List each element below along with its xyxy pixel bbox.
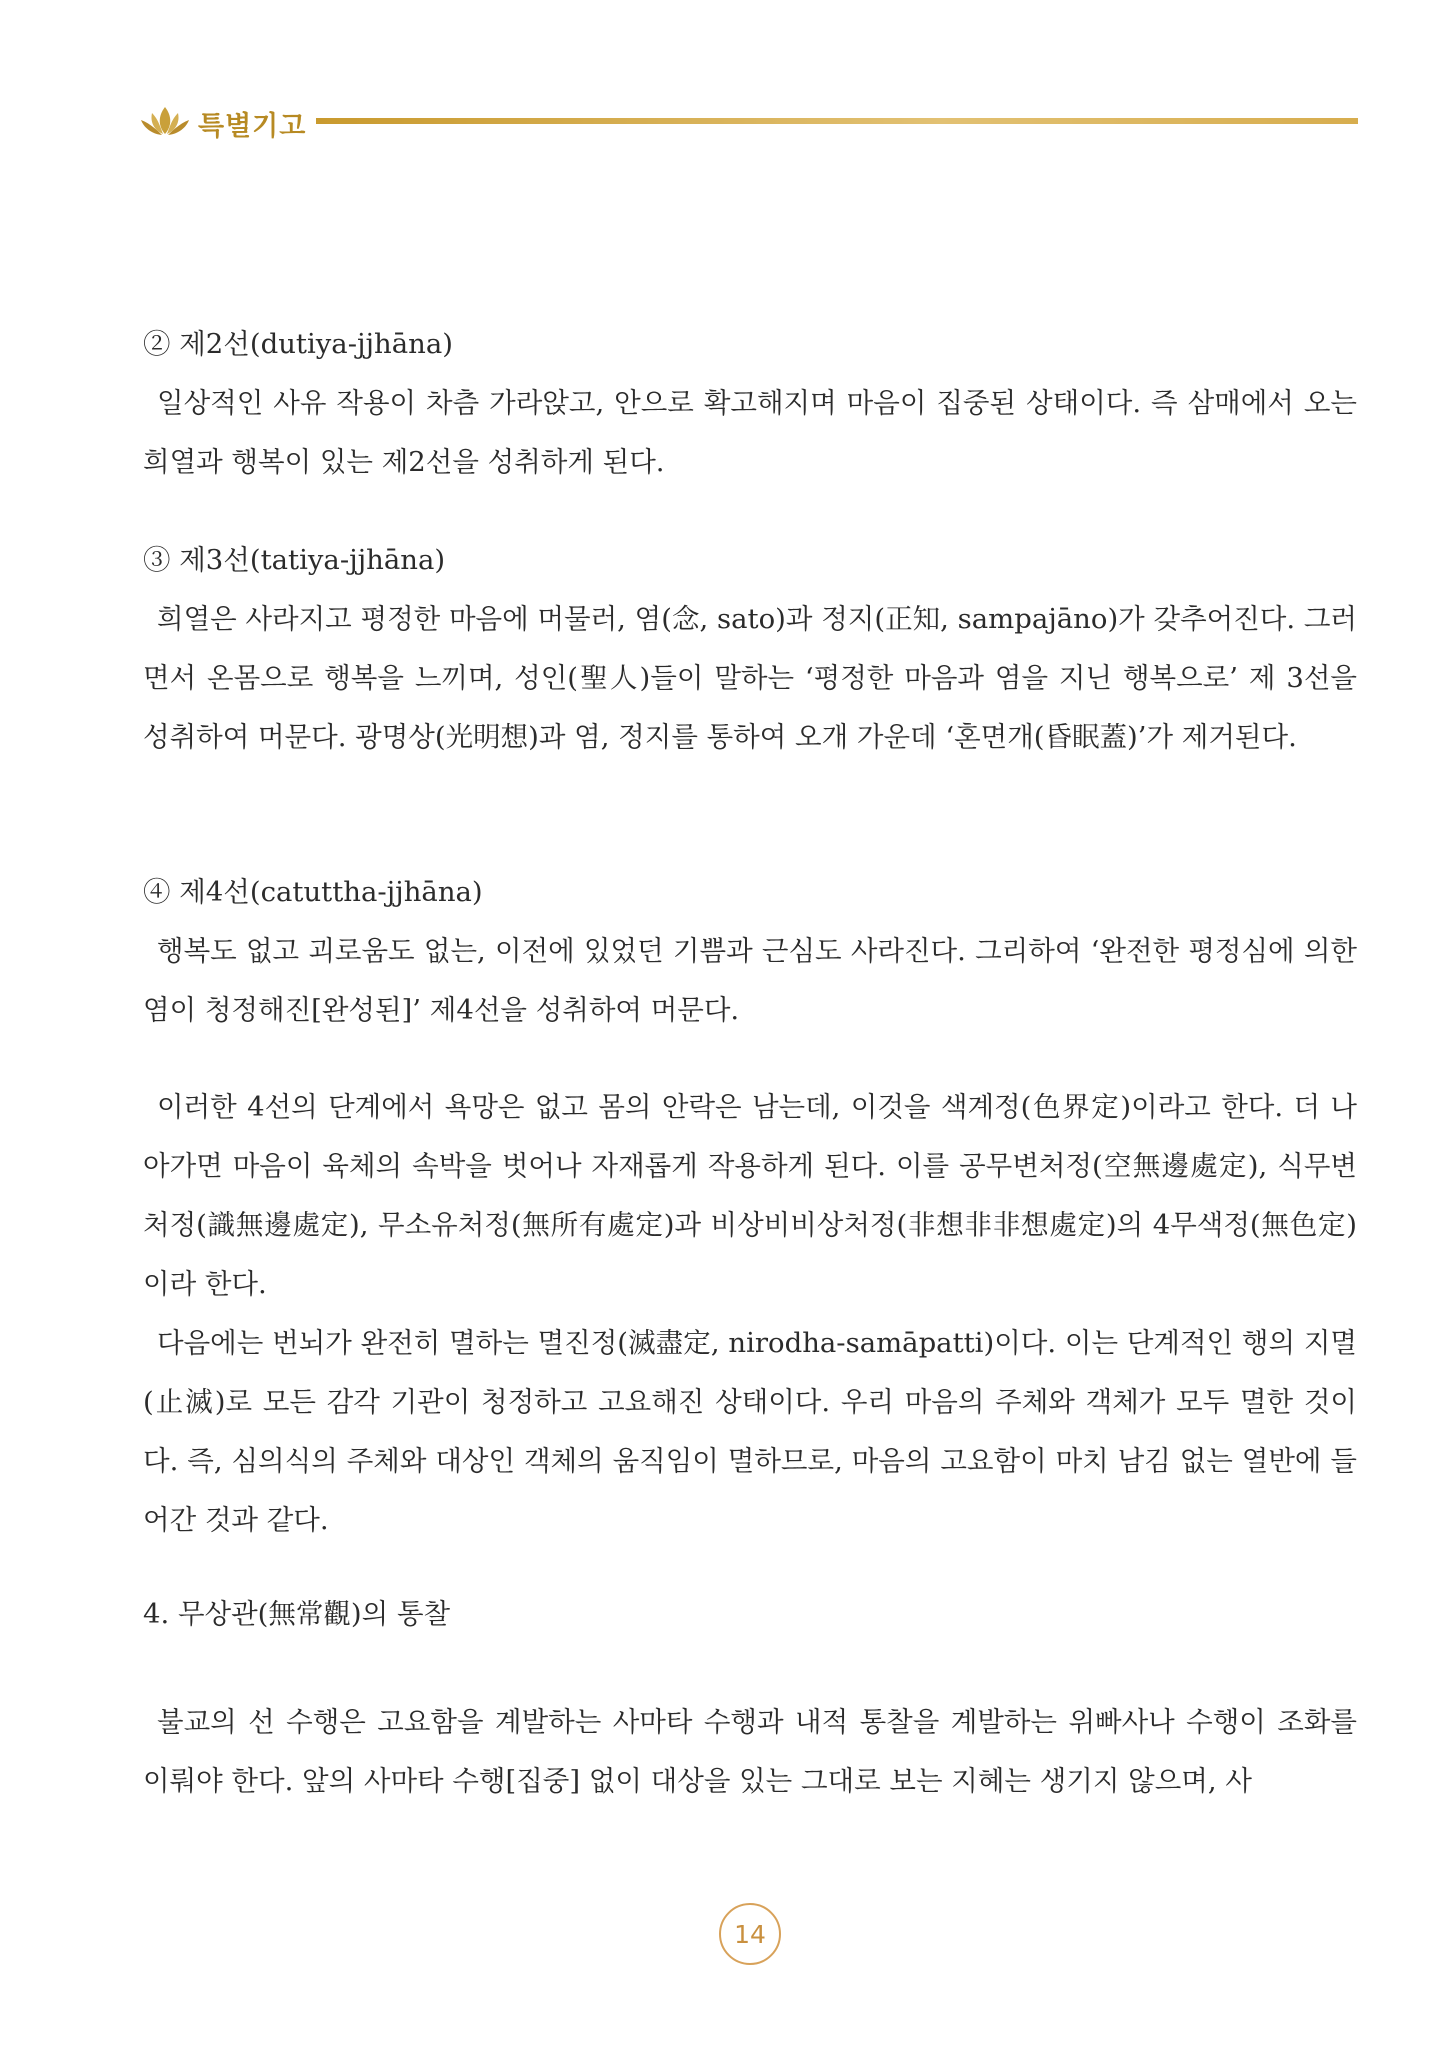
section-heading: ② 제2선(dutiya-jjhāna) (143, 328, 453, 360)
page-number: 14 (734, 1919, 766, 1949)
section-formless-attainments (143, 1078, 1357, 1550)
lotus-icon (138, 104, 192, 138)
body-paragraph: 불교의 선 수행은 고요함을 계발하는 사마타 수행과 내적 통찰을 계발하는 위빠사나 수행이 조화를 이뤄야 한다. 앞의 사마타 수행[집중] 없이 대상을 있는 그대로 보는 지혜는 생기지 않으며, 사 (143, 1706, 1357, 1797)
section-heading: 4. 무상관(無常觀)의 통찰 (143, 1598, 451, 1630)
section-fourth-jhana (143, 863, 1357, 1040)
body-paragraph: 다음에는 번뇌가 완전히 멸하는 멸진정(滅盡定, nirodha-samāpatti)이다. 이는 단계적인 행의 지멸(止滅)로 모든 감각 기관이 청정하고 고요해진 상태이다. 우리 마음의 주체와 객체가 모두 멸한 것이다. 즉, 심의식의 주체와 대상인 객체의 움직임이 멸하므로, 마음의 고요함이 마치 남김 없는 열반에 들어간 것과 같다. (143, 1327, 1357, 1536)
section-body: 희열은 사라지고 평정한 마음에 머물러, 염(念, sato)과 정지(正知, sampajāno)가 갖추어진다. 그러면서 온몸으로 행복을 느끼며, 성인(聖人)들이 말하는 ‘평정한 마음과 염을 지닌 행복으로’ 제 3선을 성취하여 머문다. 광명상(光明想)과 염, 정지를 통하여 오개 가운데 ‘혼면개(昏眠蓋)’가 제거된다. (143, 603, 1357, 753)
section-impermanence-insight (143, 1585, 1357, 1811)
body-paragraph: 이러한 4선의 단계에서 욕망은 없고 몸의 안락은 남는데, 이것을 색계정(色界定)이라고 한다. 더 나아가면 마음이 육체의 속박을 벗어나 자재롭게 작용하게 된다. 이를 공무변처정(空無邊處定), 식무변처정(識無邊處定), 무소유처정(無所有處定)과 비상비비상처정(非想非非想處定)의 4무색정(無色定)이라 한다. (143, 1091, 1357, 1300)
section-category-title: 특별기고 (198, 111, 307, 142)
page-number-badge (719, 1903, 781, 1965)
header-divider (316, 118, 1358, 124)
section-heading: ③ 제3선(tatiya-jjhāna) (143, 544, 446, 576)
section-third-jhana (143, 531, 1357, 767)
section-heading: ④ 제4선(catuttha-jjhāna) (143, 876, 483, 908)
section-second-jhana (143, 315, 1357, 492)
page-header (138, 102, 1358, 142)
section-body: 행복도 없고 괴로움도 없는, 이전에 있었던 기쁨과 근심도 사라진다. 그리하여 ‘완전한 평정심에 의한 염이 청정해진[완성된]’ 제4선을 성취하여 머문다. (143, 935, 1357, 1026)
section-body: 일상적인 사유 작용이 차츰 가라앉고, 안으로 확고해지며 마음이 집중된 상태이다. 즉 삼매에서 오는 희열과 행복이 있는 제2선을 성취하게 된다. (143, 387, 1357, 478)
